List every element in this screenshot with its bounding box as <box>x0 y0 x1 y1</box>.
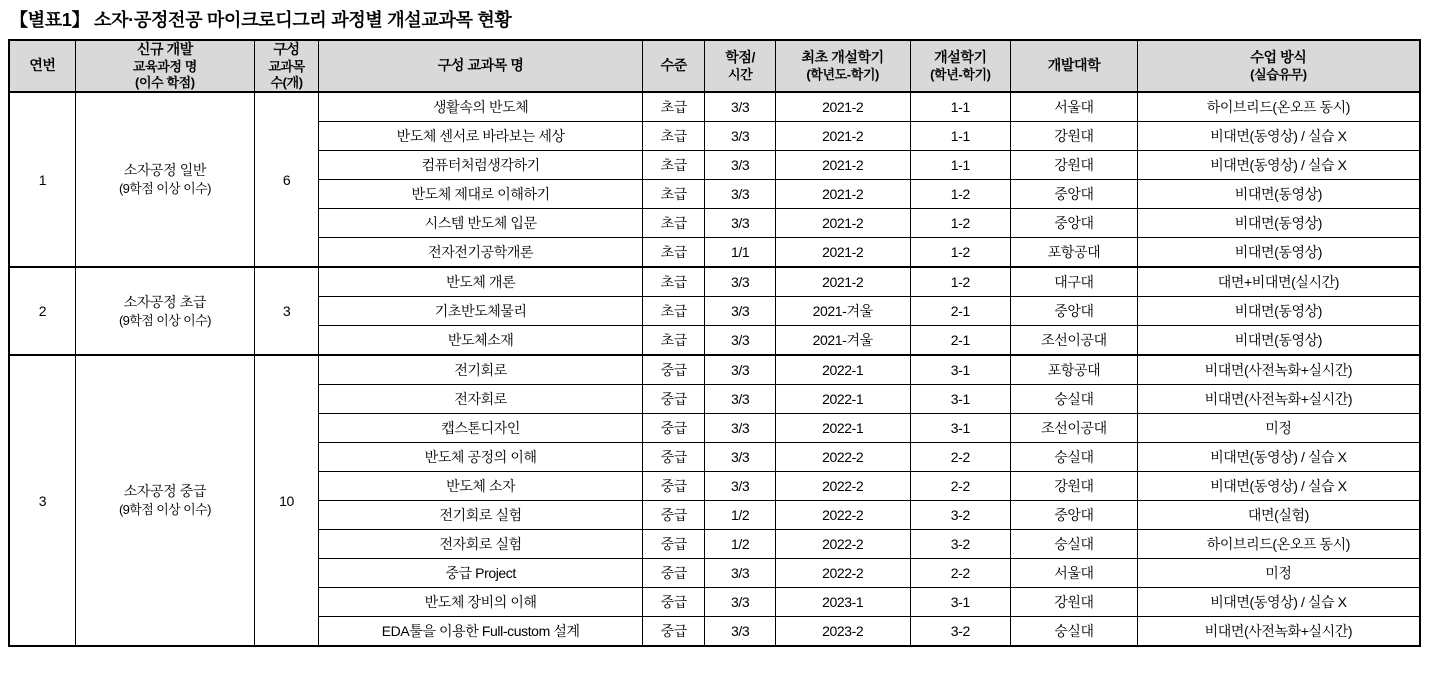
cell-credit-hours: 3/3 <box>705 180 775 209</box>
column-header-credit <box>705 40 775 92</box>
cell-credit-hours: 3/3 <box>705 151 775 180</box>
cell-credit-hours: 3/3 <box>705 472 775 501</box>
cell-open-semester: 3-1 <box>910 588 1011 617</box>
cell-open-semester: 1-2 <box>910 267 1011 297</box>
cell-university: 조선이공대 <box>1011 414 1138 443</box>
column-header-first-line1: 최초 개설학기 <box>801 49 884 66</box>
cell-level: 중급 <box>643 588 705 617</box>
cell-course-name: 반도체소재 <box>319 326 643 356</box>
cell-course-name: 생활속의 반도체 <box>319 92 643 122</box>
cell-university: 중앙대 <box>1011 180 1138 209</box>
cell-open-semester: 3-1 <box>910 355 1011 385</box>
cell-method: 하이브리드(온오프 동시) <box>1137 92 1420 122</box>
cell-level: 초급 <box>643 326 705 356</box>
column-header-method-line1: 수업 방식 <box>1250 49 1307 66</box>
cell-course-name: 시스템 반도체 입문 <box>319 209 643 238</box>
cell-level: 초급 <box>643 180 705 209</box>
column-header-count <box>254 40 318 92</box>
cell-method: 비대면(사전녹화+실시간) <box>1137 355 1420 385</box>
cell-level: 중급 <box>643 355 705 385</box>
column-header-count-line1: 구성 <box>273 41 300 57</box>
column-header-credit-line2: 시간 <box>727 66 753 82</box>
cell-method: 미정 <box>1137 559 1420 588</box>
cell-credit-hours: 1/1 <box>705 238 775 268</box>
cell-course-name: 반도체 제대로 이해하기 <box>319 180 643 209</box>
cell-course-count: 6 <box>254 92 318 267</box>
cell-first-semester: 2022-2 <box>775 443 910 472</box>
column-header-university: 개발대학 <box>1011 40 1138 92</box>
column-header-first-semester <box>775 40 910 92</box>
cell-first-semester: 2021-2 <box>775 92 910 122</box>
cell-credit-hours: 3/3 <box>705 297 775 326</box>
cell-method: 대면+비대면(실시간) <box>1137 267 1420 297</box>
cell-university: 숭실대 <box>1011 530 1138 559</box>
cell-course-name: 전자회로 실험 <box>319 530 643 559</box>
cell-credit-hours: 3/3 <box>705 559 775 588</box>
table-row <box>9 355 1420 385</box>
cell-level: 중급 <box>643 501 705 530</box>
cell-open-semester: 3-2 <box>910 501 1011 530</box>
cell-open-semester: 1-2 <box>910 238 1011 268</box>
cell-first-semester: 2022-2 <box>775 472 910 501</box>
cell-method: 비대면(동영상) <box>1137 180 1420 209</box>
column-header-curriculum-line3: (이수 학점) <box>135 74 195 90</box>
cell-university: 강원대 <box>1011 472 1138 501</box>
cell-credit-hours: 3/3 <box>705 385 775 414</box>
cell-open-semester: 2-2 <box>910 443 1011 472</box>
cell-level: 중급 <box>643 617 705 647</box>
table-header-row <box>9 40 1420 92</box>
cell-course-count: 3 <box>254 267 318 355</box>
cell-level: 중급 <box>643 414 705 443</box>
cell-course-name: 반도체 센서로 바라보는 세상 <box>319 122 643 151</box>
curriculum-name-text: 소자공정 초급 <box>123 293 206 310</box>
cell-open-semester: 2-1 <box>910 297 1011 326</box>
cell-first-semester: 2022-2 <box>775 530 910 559</box>
cell-credit-hours: 3/3 <box>705 267 775 297</box>
cell-course-name: 중급 Project <box>319 559 643 588</box>
cell-university: 조선이공대 <box>1011 326 1138 356</box>
cell-curriculum-name <box>75 267 254 355</box>
cell-course-name: 반도체 개론 <box>319 267 643 297</box>
cell-university: 중앙대 <box>1011 297 1138 326</box>
cell-group-number: 3 <box>9 355 75 646</box>
cell-course-name: EDA툴을 이용한 Full-custom 설계 <box>319 617 643 647</box>
cell-open-semester: 3-1 <box>910 385 1011 414</box>
cell-credit-hours: 1/2 <box>705 530 775 559</box>
cell-course-name: 반도체 소자 <box>319 472 643 501</box>
cell-curriculum-name <box>75 355 254 646</box>
cell-level: 초급 <box>643 297 705 326</box>
column-header-count-line3: 수(개) <box>270 74 303 90</box>
cell-university: 대구대 <box>1011 267 1138 297</box>
cell-course-name: 전기회로 <box>319 355 643 385</box>
curriculum-name-text: 소자공정 중급 <box>123 483 206 500</box>
column-header-curriculum-line1: 신규 개발 <box>136 41 193 57</box>
cell-level: 중급 <box>643 472 705 501</box>
cell-course-name: 전자전기공학개론 <box>319 238 643 268</box>
cell-credit-hours: 3/3 <box>705 443 775 472</box>
cell-first-semester: 2021-2 <box>775 238 910 268</box>
cell-open-semester: 2-2 <box>910 559 1011 588</box>
cell-open-semester: 1-1 <box>910 122 1011 151</box>
cell-credit-hours: 3/3 <box>705 92 775 122</box>
cell-course-name: 전기회로 실험 <box>319 501 643 530</box>
cell-method: 비대면(동영상) <box>1137 297 1420 326</box>
cell-university: 강원대 <box>1011 588 1138 617</box>
cell-credit-hours: 3/3 <box>705 617 775 647</box>
cell-university: 중앙대 <box>1011 501 1138 530</box>
cell-first-semester: 2022-2 <box>775 501 910 530</box>
cell-method: 비대면(사전녹화+실시간) <box>1137 617 1420 647</box>
curriculum-credit-text: (9학점 이상 이수) <box>118 181 211 197</box>
table-header <box>9 40 1420 92</box>
cell-first-semester: 2021-2 <box>775 267 910 297</box>
cell-credit-hours: 3/3 <box>705 122 775 151</box>
cell-first-semester: 2021-2 <box>775 122 910 151</box>
column-header-credit-line1: 학점/ <box>725 49 755 66</box>
cell-open-semester: 1-1 <box>910 92 1011 122</box>
cell-level: 초급 <box>643 92 705 122</box>
cell-credit-hours: 3/3 <box>705 326 775 356</box>
cell-level: 초급 <box>643 238 705 268</box>
column-header-count-line2: 교과목 <box>268 58 305 74</box>
cell-credit-hours: 3/3 <box>705 588 775 617</box>
column-header-curriculum <box>75 40 254 92</box>
cell-method: 비대면(동영상) / 실습 X <box>1137 588 1420 617</box>
column-header-open-semester <box>910 40 1011 92</box>
cell-group-number: 1 <box>9 92 75 267</box>
cell-university: 서울대 <box>1011 559 1138 588</box>
curriculum-credit-text: (9학점 이상 이수) <box>118 502 211 518</box>
cell-first-semester: 2021-2 <box>775 151 910 180</box>
cell-university: 강원대 <box>1011 122 1138 151</box>
curriculum-name-text: 소자공정 일반 <box>123 162 206 179</box>
cell-course-name: 기초반도체물리 <box>319 297 643 326</box>
cell-open-semester: 2-2 <box>910 472 1011 501</box>
cell-level: 초급 <box>643 151 705 180</box>
cell-credit-hours: 3/3 <box>705 355 775 385</box>
cell-open-semester: 3-2 <box>910 617 1011 647</box>
cell-first-semester: 2023-2 <box>775 617 910 647</box>
table-body <box>9 92 1420 646</box>
cell-credit-hours: 3/3 <box>705 414 775 443</box>
cell-course-name: 캡스톤디자인 <box>319 414 643 443</box>
cell-method: 비대면(동영상) / 실습 X <box>1137 443 1420 472</box>
curriculum-table <box>8 39 1421 647</box>
cell-first-semester: 2021-겨울 <box>775 326 910 356</box>
cell-university: 숭실대 <box>1011 385 1138 414</box>
column-header-first-line2: (학년도-학기) <box>806 66 879 82</box>
column-header-course: 구성 교과목 명 <box>319 40 643 92</box>
cell-group-number: 2 <box>9 267 75 355</box>
cell-first-semester: 2022-2 <box>775 559 910 588</box>
cell-level: 중급 <box>643 530 705 559</box>
cell-level: 중급 <box>643 559 705 588</box>
cell-course-name: 반도체 장비의 이해 <box>319 588 643 617</box>
cell-open-semester: 1-1 <box>910 151 1011 180</box>
cell-curriculum-name <box>75 92 254 267</box>
cell-method: 대면(실험) <box>1137 501 1420 530</box>
cell-first-semester: 2021-2 <box>775 180 910 209</box>
column-header-open-line2: (학년-학기) <box>930 66 991 82</box>
column-header-method-line2: (실습유무) <box>1250 66 1307 82</box>
cell-open-semester: 2-1 <box>910 326 1011 356</box>
cell-first-semester: 2021-2 <box>775 209 910 238</box>
cell-university: 포항공대 <box>1011 355 1138 385</box>
cell-university: 숭실대 <box>1011 443 1138 472</box>
cell-university: 포항공대 <box>1011 238 1138 268</box>
cell-first-semester: 2023-1 <box>775 588 910 617</box>
cell-method: 비대면(동영상) <box>1137 238 1420 268</box>
cell-first-semester: 2022-1 <box>775 414 910 443</box>
cell-method: 비대면(동영상) / 실습 X <box>1137 151 1420 180</box>
cell-first-semester: 2021-겨울 <box>775 297 910 326</box>
cell-method: 미정 <box>1137 414 1420 443</box>
table-row <box>9 92 1420 122</box>
cell-first-semester: 2022-1 <box>775 385 910 414</box>
table-row <box>9 267 1420 297</box>
page-title: 【별표1】 소자·공정전공 마이크로디그리 과정별 개설교과목 현황 <box>10 10 512 30</box>
cell-open-semester: 1-2 <box>910 209 1011 238</box>
cell-course-name: 전자회로 <box>319 385 643 414</box>
cell-level: 초급 <box>643 209 705 238</box>
cell-method: 비대면(사전녹화+실시간) <box>1137 385 1420 414</box>
cell-method: 하이브리드(온오프 동시) <box>1137 530 1420 559</box>
cell-university: 중앙대 <box>1011 209 1138 238</box>
cell-open-semester: 3-1 <box>910 414 1011 443</box>
cell-university: 서울대 <box>1011 92 1138 122</box>
cell-method: 비대면(동영상) <box>1137 209 1420 238</box>
column-header-level: 수준 <box>643 40 705 92</box>
cell-credit-hours: 1/2 <box>705 501 775 530</box>
cell-level: 중급 <box>643 385 705 414</box>
cell-level: 초급 <box>643 267 705 297</box>
cell-level: 중급 <box>643 443 705 472</box>
cell-course-name: 컴퓨터처럼생각하기 <box>319 151 643 180</box>
cell-open-semester: 1-2 <box>910 180 1011 209</box>
column-header-open-line1: 개설학기 <box>934 49 987 66</box>
cell-course-count: 10 <box>254 355 318 646</box>
cell-method: 비대면(동영상) / 실습 X <box>1137 472 1420 501</box>
column-header-no: 연번 <box>9 40 75 92</box>
cell-method: 비대면(동영상) / 실습 X <box>1137 122 1420 151</box>
cell-first-semester: 2022-1 <box>775 355 910 385</box>
cell-level: 초급 <box>643 122 705 151</box>
cell-university: 숭실대 <box>1011 617 1138 647</box>
cell-method: 비대면(동영상) <box>1137 326 1420 356</box>
curriculum-credit-text: (9학점 이상 이수) <box>118 312 211 328</box>
cell-course-name: 반도체 공정의 이해 <box>319 443 643 472</box>
cell-university: 강원대 <box>1011 151 1138 180</box>
cell-open-semester: 3-2 <box>910 530 1011 559</box>
cell-credit-hours: 3/3 <box>705 209 775 238</box>
column-header-method <box>1137 40 1420 92</box>
column-header-curriculum-line2: 교육과정 명 <box>132 58 197 74</box>
